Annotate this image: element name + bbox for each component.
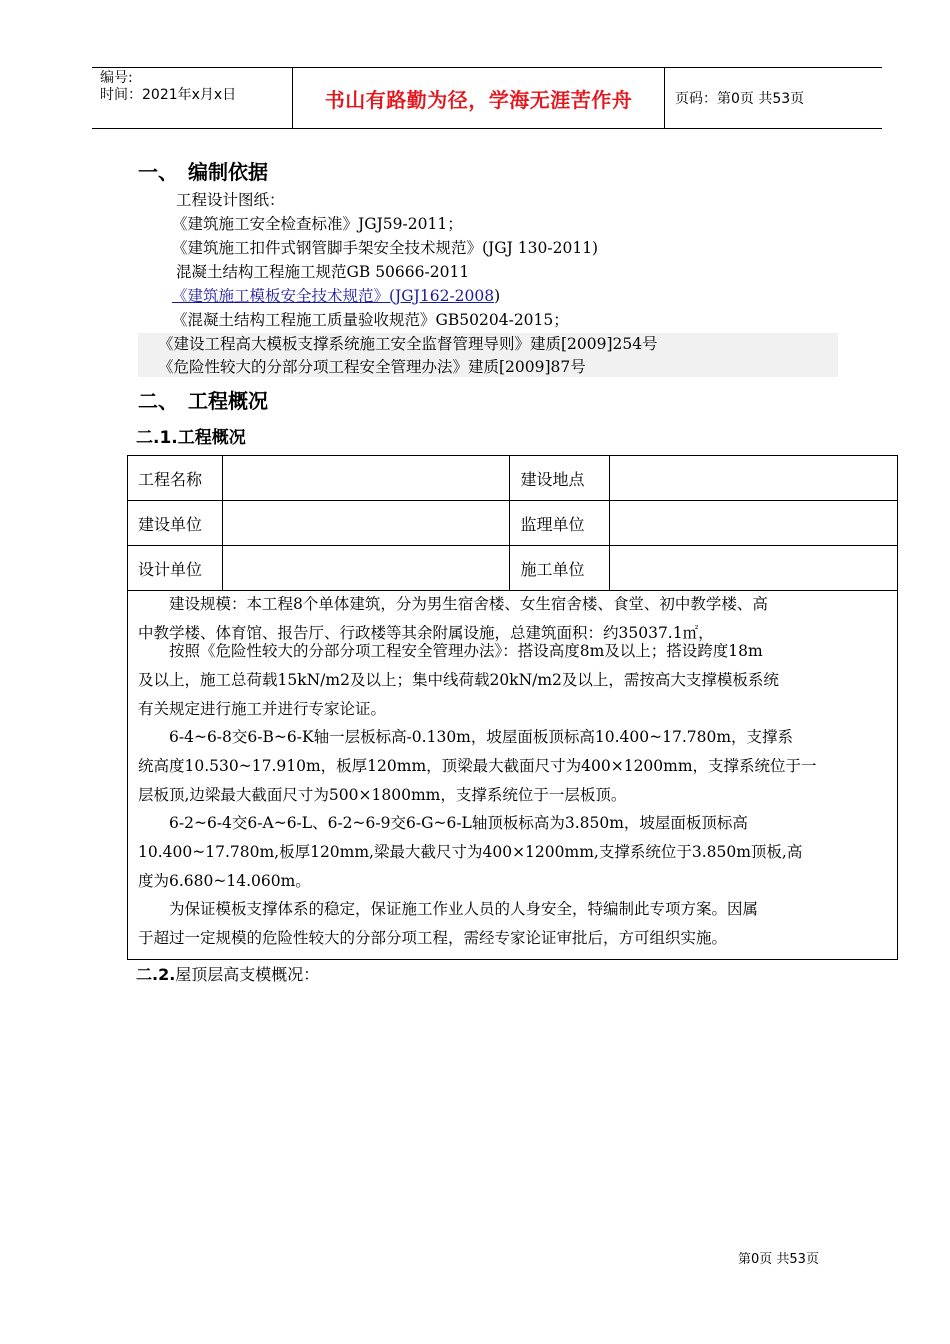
- ref-item: 工程设计图纸：: [176, 191, 285, 209]
- table-label-cell: 建设单位: [128, 501, 223, 546]
- subsection-2-2-number: 二.2.: [136, 965, 176, 984]
- section-1-number: 一、: [138, 160, 178, 184]
- text-line: 建设规模：本工程8个单体建筑，分为男生宿舍楼、女生宿舍楼、食堂、初中教学楼、高: [138, 595, 768, 613]
- subsection-2-2-title: 屋顶层高支模概况：: [175, 965, 320, 984]
- ref-item: 《混凝土结构工程施工质量验收规范》GB50204-2015；: [172, 311, 569, 329]
- description-paragraph: [138, 895, 890, 953]
- ref-item: 《建设工程高大模板支撑系统施工安全监督管理导则》建质[2009]254号: [158, 335, 658, 353]
- table-label-cell: 设计单位: [128, 546, 223, 591]
- text-line: 按照《危险性较大的分部分项工程安全管理办法》：搭设高度8m及以上；搭设跨度18m: [138, 642, 763, 660]
- project-description-box: [127, 590, 898, 960]
- page-label: 页码：第0页 共53页: [675, 91, 805, 107]
- text-line: 10.400~17.780m,板厚120mm,梁最大截尺寸为400×1200mm,支撑系统位于3.850m顶板,高: [138, 843, 803, 861]
- table-value-cell: [610, 546, 898, 591]
- text-line: 6-4~6-8交6-B~6-K轴一层板标高-0.130m，坡屋面板顶标高10.400~17.780m，支撑系: [138, 728, 794, 746]
- text-line: 为保证模板支撑体系的稳定，保证施工作业人员的人身安全，特编制此专项方案。因属: [138, 900, 759, 918]
- table-value-cell: [610, 501, 898, 546]
- subsection-2-2-heading: [136, 962, 319, 985]
- header-motto-cell: [293, 68, 665, 128]
- ref-link-close: ): [494, 287, 501, 305]
- text-line: 统高度10.530~17.910m，板厚120mm，顶梁最大截面尺寸为400×1200mm，支撑系统位于一: [138, 757, 817, 775]
- text-line: 层板顶,边梁最大截面尺寸为500×1800mm，支撑系统位于一层板顶。: [138, 786, 627, 804]
- subsection-2-1-heading: [136, 423, 246, 448]
- table-label-cell: 施工单位: [510, 546, 610, 591]
- table-row: [128, 501, 898, 546]
- time-label: 时间：2021年x月x日: [100, 87, 237, 103]
- description-paragraph: [138, 637, 890, 724]
- project-info-table: [127, 455, 898, 591]
- text-line: 6-2~6-4交6-A~6-L、6-2~6-9交6-G~6-L轴顶板标高为3.850m，坡屋面板顶标高: [138, 814, 748, 832]
- section-2-title: 工程概况: [188, 389, 268, 413]
- table-row: [128, 456, 898, 501]
- table-value-cell: [610, 456, 898, 501]
- table-row: [128, 546, 898, 591]
- ref-item: 《危险性较大的分部分项工程安全管理办法》建质[2009]87号: [158, 358, 586, 376]
- ref-item: 混凝土结构工程施工规范GB 50666-2011: [176, 263, 470, 281]
- header-page-cell: [665, 68, 882, 128]
- ref-item-link-line: [172, 285, 500, 307]
- text-line: 中教学楼、体育馆、报告厅、行政楼等其余附属设施，总建筑面积：约35037.1㎡，: [138, 624, 714, 642]
- description-paragraph: [138, 723, 890, 810]
- ref-link[interactable]: 《建筑施工模板安全技术规范》(JGJ162-2008: [172, 287, 495, 305]
- subsection-2-1-number: 二.1.: [136, 428, 178, 448]
- ref-item: 《建筑施工安全检查标准》JGJ59-2011；: [172, 215, 463, 233]
- section-2-number: 二、: [138, 389, 178, 413]
- page-footer: 第0页 共53页: [738, 1252, 819, 1267]
- table-value-cell: [222, 546, 510, 591]
- description-paragraph: [138, 809, 890, 896]
- table-label-cell: 监理单位: [510, 501, 610, 546]
- subsection-2-1-title: 工程概况: [177, 428, 246, 448]
- motto: 书山有路勤为径，学海无涯苦作舟: [324, 87, 633, 112]
- section-1-heading: [138, 156, 268, 185]
- section-1-title: 编制依据: [188, 160, 268, 184]
- header-info-cell: [92, 68, 293, 128]
- section-2-heading: [138, 385, 268, 414]
- page-header: [92, 67, 882, 129]
- table-value-cell: [222, 501, 510, 546]
- text-line: 于超过一定规模的危险性较大的分部分项工程，需经专家论证审批后，方可组织实施。: [138, 929, 728, 947]
- table-value-cell: [222, 456, 510, 501]
- ref-item: 《建筑施工扣件式钢管脚手架安全技术规范》(JGJ 130-2011): [172, 239, 599, 257]
- text-line: 度为6.680~14.060m。: [138, 872, 311, 890]
- text-line: 及以上，施工总荷载15kN/m2及以上；集中线荷载20kN/m2及以上，需按高大支撑模板系统: [138, 671, 779, 689]
- table-label-cell: 建设地点: [510, 456, 610, 501]
- number-label: 编号:: [100, 70, 133, 86]
- text-line: 有关规定进行施工并进行专家论证。: [138, 700, 387, 718]
- table-label-cell: 工程名称: [128, 456, 223, 501]
